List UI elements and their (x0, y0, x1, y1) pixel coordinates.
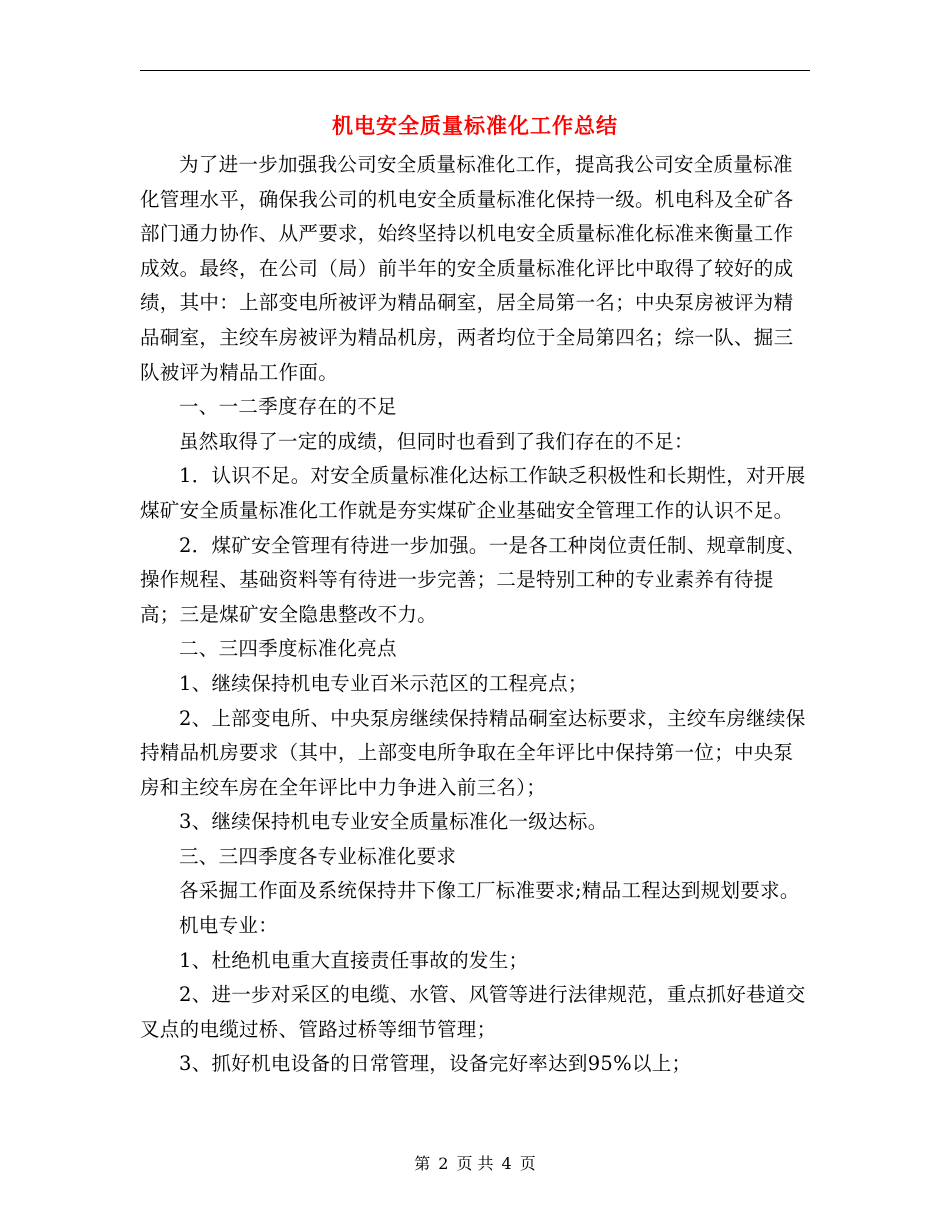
list-item: 1、继续保持机电专业百米示范区的工程亮点； (179, 671, 588, 695)
paragraph-intro: 为了进一步加强我公司安全质量标准化工作，提高我公司安全质量标准化管理水平，确保我公司的机电安全质量标准化保持一级。机电科及全矿各部门通力协作、从严要求，始终坚持以机电安全质量标准化标准来衡量工作成效。最终，在公司（局）前半年的安全质量标准化评比中取得了较好的成绩，其中：上部变电所被评为精品硐室，居全局第一名；中央泵房被评为精品硐室，主绞车房被评为精品机房，两者均位于全局第四名；综一队、掘三队被评为精品工作面。 (140, 153, 794, 384)
paragraph: 各采掘工作面及系统保持井下像工厂标准要求;精品工程达到规划要求。 (179, 879, 800, 903)
section-heading-2: 二、三四季度标准化亮点 (179, 637, 397, 661)
paragraph: 虽然取得了一定的成绩，但同时也看到了我们存在的不足： (179, 429, 694, 453)
list-item: 2．煤矿安全管理有待进一步加强。一是各工种岗位责任制、规章制度、操作规程、基础资料等有待进一步完善；二是特别工种的专业素养有待提高；三是煤矿安全隐患整改不力。 (140, 533, 806, 626)
section-heading-1: 一、一二季度存在的不足 (179, 395, 397, 419)
header-rule (140, 70, 810, 71)
footer-page-number: 2 (438, 1154, 449, 1173)
footer-prefix: 第 (414, 1154, 431, 1173)
section-heading-3: 三、三四季度各专业标准化要求 (179, 844, 457, 868)
list-item: 3、抓好机电设备的日常管理，设备完好率达到95%以上； (179, 1052, 692, 1076)
list-item: 2、上部变电所、中央泵房继续保持精品硐室达标要求，主绞车房继续保持精品机房要求（其中，上部变电所争取在全年评比中保持第一位；中央泵房和主绞车房在全年评比中力争进入前三名）； (140, 706, 806, 799)
subsection-label: 机电专业： (179, 914, 279, 938)
footer-total-pages: 4 (501, 1154, 512, 1173)
list-item: 3、继续保持机电专业安全质量标准化一级达标。 (179, 810, 608, 834)
document-body (140, 148, 812, 1082)
list-item: 2、进一步对采区的电缆、水管、风管等进行法律规范，重点抓好巷道交叉点的电缆过桥、管路过桥等细节管理； (140, 983, 806, 1041)
page-footer (0, 1154, 950, 1174)
document-title: 机电安全质量标准化工作总结 (332, 113, 618, 138)
list-item: 1．认识不足。对安全质量标准化达标工作缺乏积极性和长期性，对开展煤矿安全质量标准化工作就是夯实煤矿企业基础安全管理工作的认识不足。 (140, 464, 806, 522)
footer-suffix: 页 (519, 1154, 536, 1173)
list-item: 1、杜绝机电重大直接责任事故的发生； (179, 948, 529, 972)
footer-mid: 页 共 (456, 1154, 494, 1173)
